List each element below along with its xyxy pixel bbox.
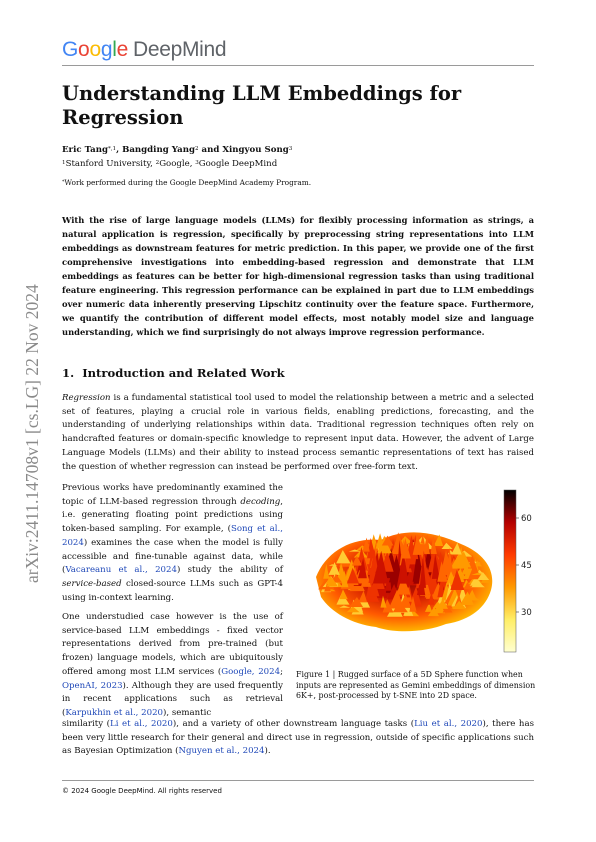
author-name: Xingyou Song [222,145,289,155]
paper-title: Understanding LLM Embeddings for Regression [62,82,462,129]
figure-caption: Figure 1 | Rugged surface of a 5D Sphere function when inputs are represented as Gemini embeddings of dimension 6K+, post-processed by t-SNE into 2D space. [296,670,536,701]
citation-link[interactable]: Google, 2024 [221,666,281,677]
author-separator: , [116,145,123,155]
affiliation-mark: 2 [155,160,160,167]
arxiv-identifier: arXiv:2411.14708v1 [cs.LG] 22 Nov 2024 [22,284,42,584]
footer-rule [62,780,534,781]
figure-rugged-surface [296,482,536,662]
colorbar [504,490,516,652]
section-heading [62,366,285,380]
author-separator: and [198,145,223,155]
footnote-mark: * [62,180,65,186]
section-number: 1. [62,366,75,380]
intro-paragraph-1 [62,392,534,474]
logo-letter: o [78,38,90,61]
paragraph-text: similarity ( [62,719,110,729]
emphasis: decoding [240,496,281,507]
paragraph-text: ), semantic [163,707,212,718]
logo-letter: g [100,38,113,61]
paragraph-text: closed-source LLMs such as GPT-4 using in-context learning. [62,578,283,603]
section-title: Introduction and Related Work [82,366,285,380]
affiliations [62,159,277,169]
author-footnote [62,178,311,187]
paragraph-text: ), there has been very little research for their general and direct use in regression, outside of specific applications such as Bayesian Optimization ( [62,719,534,757]
surface-plot [296,482,536,662]
author-superscript: *,1 [107,146,117,153]
surface-peaks [318,532,489,616]
affiliation-text: Stanford University, [65,159,156,169]
affiliation-mark: 3 [195,160,199,167]
logo-letter: e [116,38,128,61]
affiliation-text: Google DeepMind [198,159,278,169]
citation-link[interactable]: Song et al., 2024 [62,524,283,548]
intro-paragraph-3 [62,611,283,721]
author-superscript: 3 [288,146,293,153]
logo-letter: o [89,38,101,61]
copyright-notice: © 2024 Google DeepMind. All rights reserved [62,787,222,795]
affiliation-mark: 1 [62,160,66,167]
paragraph-text: ), and a variety of other downstream language tasks ( [172,719,415,729]
paragraph-text: One understudied case however is the use of service-based LLM embeddings - fixed vector representations derived from pre-trained (but frozen) language models, which are ubiquitously offered among most LLM services ( [62,612,283,677]
paragraph-text: , i.e. generating floating point predictions using token-based sampling. For example, ( [62,496,283,535]
logo-letter: G [62,38,79,61]
citation-link[interactable]: OpenAI, 2023 [62,680,123,691]
logo-suffix: DeepMind [132,38,227,61]
intro-paragraph-2 [62,482,283,605]
author-name: Eric Tang [62,145,108,155]
paragraph-text: ). Although they are used frequently in recent applications such as retrieval ( [62,680,284,718]
google-deepmind-logo [62,37,226,63]
emphasis: service-based [62,578,122,589]
colorbar-tick-label: 30 [521,608,532,618]
footnote-text: Work performed during the Google DeepMind Academy Program. [64,178,312,187]
colorbar-tick-label: 60 [521,514,532,524]
affiliation-text: Google, [159,159,196,169]
emphasis: Regression [62,393,111,403]
paragraph-text: Previous works have predominantly examined the topic of LLM-based regression through [62,483,283,507]
intro-paragraph-3-continued [62,718,534,759]
citation-link[interactable]: Nguyen et al., 2024 [178,746,265,757]
abstract: With the rise of large language models (LLMs) for flexibly processing information as strings, a natural application is regression, specifically by preprocessing string representations into LLM embeddings as downstream features for metric prediction. In this paper, we provide one of the first comprehensive investigations into embedding-based regression and demonstrate that LLM embeddings as features can be better for high-dimensional regression tasks than using traditional feature engineering. This regression performance can be explained in part due to LLM embeddings over numeric data inherently preserving Lipschitz continuity over the feature space. Furthermore, we quantify the contribution of different model effects, most notably model size and language understanding, which we find surprisingly do not always improve regression performance. [62,215,534,338]
colorbar-tick-label: 45 [521,561,532,571]
paragraph-text: ) study the ability of [176,565,283,576]
paragraph-text: ) examines the case when the model is fully accessible and fine-tunable against data, while ( [62,537,283,576]
logo-letter: l [112,38,117,61]
author-list [62,145,292,155]
citation-link[interactable]: Vacareanu et al., 2024 [65,565,177,576]
paragraph-text: is a fundamental statistical tool used to model the relationship between a metric and a selected set of features, playing a crucial role in various fields, enabling predictions, forecasting, and the understanding of underlying relationships within data. Traditional regression techniques often rely on handcrafted features or domain-specific knowledge to represent input data. However, the advent of Large Language Models (LLMs) and their ability to instead process semantic representations of text has raised the question of whether regression can instead be performed over free-form text. [62,393,534,472]
paragraph-text: ). [264,746,271,757]
author-superscript: 2 [194,146,199,153]
citation-link[interactable]: Li et al., 2020 [110,719,173,729]
paragraph-text: ; [280,666,283,677]
citation-link[interactable]: Liu et al., 2020 [414,719,483,729]
citation-link[interactable]: Karpukhin et al., 2020 [65,707,164,718]
author-name: Bangding Yang [122,145,195,155]
header-rule [62,65,534,66]
